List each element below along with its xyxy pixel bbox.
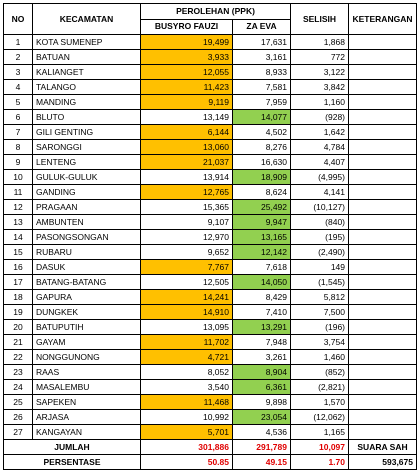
row-kecamatan: BATANG-BATANG (33, 275, 141, 290)
header-kecamatan: KECAMATAN (33, 4, 141, 35)
row-kecamatan: MASALEMBU (33, 380, 141, 395)
row-candidate-1: 12,505 (141, 275, 233, 290)
row-no: 25 (4, 395, 33, 410)
table-row (4, 95, 417, 110)
row-candidate-2: 17,631 (233, 35, 291, 50)
results-table-container (3, 3, 417, 470)
row-no: 26 (4, 410, 33, 425)
header-no: NO (4, 4, 33, 35)
row-selisih: (928) (291, 110, 349, 125)
jumlah-candidate-2: 291,789 (233, 440, 291, 455)
row-keterangan (349, 395, 417, 410)
table-row (4, 365, 417, 380)
row-selisih: 1,165 (291, 425, 349, 440)
row-candidate-2: 4,502 (233, 125, 291, 140)
row-keterangan (349, 260, 417, 275)
row-candidate-1: 7,767 (141, 260, 233, 275)
row-keterangan (349, 275, 417, 290)
row-selisih: (2,821) (291, 380, 349, 395)
row-keterangan (349, 320, 417, 335)
header-keterangan: KETERANGAN (349, 4, 417, 35)
election-results-table (3, 3, 417, 470)
row-selisih: 1,570 (291, 395, 349, 410)
row-keterangan (349, 80, 417, 95)
jumlah-keterangan: SUARA SAH (349, 440, 417, 455)
row-keterangan (349, 305, 417, 320)
row-candidate-1: 21,037 (141, 155, 233, 170)
table-row (4, 140, 417, 155)
row-keterangan (349, 290, 417, 305)
row-selisih: 1,868 (291, 35, 349, 50)
row-keterangan (349, 185, 417, 200)
row-candidate-1: 11,423 (141, 80, 233, 95)
row-keterangan (349, 200, 417, 215)
row-candidate-1: 15,365 (141, 200, 233, 215)
jumlah-candidate-1: 301,886 (141, 440, 233, 455)
row-kecamatan: GILI GENTING (33, 125, 141, 140)
row-no: 16 (4, 260, 33, 275)
row-candidate-1: 12,970 (141, 230, 233, 245)
row-candidate-1: 14,241 (141, 290, 233, 305)
row-candidate-2: 8,904 (233, 365, 291, 380)
jumlah-row (4, 440, 417, 455)
row-candidate-2: 3,161 (233, 50, 291, 65)
row-selisih: 4,407 (291, 155, 349, 170)
row-kecamatan: PRAGAAN (33, 200, 141, 215)
row-no: 15 (4, 245, 33, 260)
row-no: 23 (4, 365, 33, 380)
row-selisih: 3,122 (291, 65, 349, 80)
row-candidate-1: 11,702 (141, 335, 233, 350)
row-kecamatan: BATUPUTIH (33, 320, 141, 335)
header-candidate-1: BUSYRO FAUZI (141, 19, 233, 35)
row-selisih: 1,460 (291, 350, 349, 365)
row-no: 12 (4, 200, 33, 215)
row-candidate-1: 11,468 (141, 395, 233, 410)
table-row (4, 395, 417, 410)
row-candidate-2: 4,536 (233, 425, 291, 440)
table-row (4, 200, 417, 215)
row-selisih: 5,812 (291, 290, 349, 305)
row-keterangan (349, 380, 417, 395)
row-keterangan (349, 50, 417, 65)
row-candidate-2: 8,933 (233, 65, 291, 80)
row-candidate-1: 13,914 (141, 170, 233, 185)
table-row (4, 335, 417, 350)
header-selisih: SELISIH (291, 4, 349, 35)
row-kecamatan: DUNGKEK (33, 305, 141, 320)
row-keterangan (349, 350, 417, 365)
row-kecamatan: BLUTO (33, 110, 141, 125)
row-keterangan (349, 230, 417, 245)
row-candidate-2: 7,410 (233, 305, 291, 320)
row-candidate-2: 7,959 (233, 95, 291, 110)
row-candidate-2: 7,581 (233, 80, 291, 95)
row-selisih: 4,141 (291, 185, 349, 200)
row-keterangan (349, 155, 417, 170)
row-selisih: 4,784 (291, 140, 349, 155)
row-kecamatan: GAPURA (33, 290, 141, 305)
row-candidate-1: 14,910 (141, 305, 233, 320)
row-no: 21 (4, 335, 33, 350)
row-keterangan (349, 35, 417, 50)
row-no: 3 (4, 65, 33, 80)
row-candidate-1: 3,540 (141, 380, 233, 395)
persentase-row (4, 455, 417, 470)
table-row (4, 425, 417, 440)
row-candidate-2: 8,429 (233, 290, 291, 305)
row-kecamatan: KALIANGET (33, 65, 141, 80)
row-kecamatan: ARJASA (33, 410, 141, 425)
header-row (4, 4, 417, 20)
row-no: 22 (4, 350, 33, 365)
row-no: 13 (4, 215, 33, 230)
row-candidate-1: 4,721 (141, 350, 233, 365)
row-candidate-1: 9,652 (141, 245, 233, 260)
row-no: 18 (4, 290, 33, 305)
row-kecamatan: TALANGO (33, 80, 141, 95)
row-candidate-2: 18,909 (233, 170, 291, 185)
row-selisih: (196) (291, 320, 349, 335)
row-candidate-2: 25,492 (233, 200, 291, 215)
row-candidate-1: 9,119 (141, 95, 233, 110)
row-selisih: (1,545) (291, 275, 349, 290)
row-kecamatan: NONGGUNONG (33, 350, 141, 365)
row-selisih: (4,995) (291, 170, 349, 185)
table-row (4, 110, 417, 125)
table-row (4, 170, 417, 185)
row-kecamatan: RAAS (33, 365, 141, 380)
persentase-selisih: 1.70 (291, 455, 349, 470)
row-keterangan (349, 410, 417, 425)
row-candidate-2: 8,624 (233, 185, 291, 200)
row-candidate-2: 3,261 (233, 350, 291, 365)
row-kecamatan: GULUK-GULUK (33, 170, 141, 185)
table-row (4, 350, 417, 365)
row-no: 7 (4, 125, 33, 140)
row-no: 6 (4, 110, 33, 125)
row-selisih: (12,062) (291, 410, 349, 425)
results-body (4, 35, 417, 440)
row-keterangan (349, 140, 417, 155)
row-no: 20 (4, 320, 33, 335)
row-keterangan (349, 95, 417, 110)
header-candidate-2: ZA EVA (233, 19, 291, 35)
table-row (4, 50, 417, 65)
row-no: 10 (4, 170, 33, 185)
table-row (4, 230, 417, 245)
row-no: 27 (4, 425, 33, 440)
row-keterangan (349, 170, 417, 185)
persentase-keterangan: 593,675 (349, 455, 417, 470)
row-kecamatan: DASUK (33, 260, 141, 275)
table-row (4, 35, 417, 50)
row-selisih: 1,160 (291, 95, 349, 110)
row-selisih: 3,754 (291, 335, 349, 350)
table-row (4, 275, 417, 290)
row-candidate-1: 19,499 (141, 35, 233, 50)
row-no: 1 (4, 35, 33, 50)
table-row (4, 260, 417, 275)
table-row (4, 185, 417, 200)
table-row (4, 215, 417, 230)
table-row (4, 305, 417, 320)
row-candidate-1: 10,992 (141, 410, 233, 425)
row-kecamatan: LENTENG (33, 155, 141, 170)
row-selisih: (10,127) (291, 200, 349, 215)
row-candidate-2: 8,276 (233, 140, 291, 155)
row-candidate-2: 6,361 (233, 380, 291, 395)
row-no: 5 (4, 95, 33, 110)
row-candidate-1: 13,095 (141, 320, 233, 335)
persentase-candidate-2: 49.15 (233, 455, 291, 470)
row-no: 2 (4, 50, 33, 65)
table-row (4, 410, 417, 425)
row-candidate-2: 16,630 (233, 155, 291, 170)
table-row (4, 380, 417, 395)
row-selisih: (852) (291, 365, 349, 380)
row-no: 8 (4, 140, 33, 155)
row-candidate-1: 12,055 (141, 65, 233, 80)
row-kecamatan: SAPEKEN (33, 395, 141, 410)
row-selisih: (840) (291, 215, 349, 230)
row-candidate-1: 13,060 (141, 140, 233, 155)
row-selisih: 7,500 (291, 305, 349, 320)
row-kecamatan: RUBARU (33, 245, 141, 260)
row-candidate-1: 12,765 (141, 185, 233, 200)
row-candidate-1: 8,052 (141, 365, 233, 380)
row-selisih: (195) (291, 230, 349, 245)
table-row (4, 80, 417, 95)
row-keterangan (349, 425, 417, 440)
persentase-candidate-1: 50.85 (141, 455, 233, 470)
row-keterangan (349, 335, 417, 350)
table-row (4, 125, 417, 140)
row-no: 11 (4, 185, 33, 200)
row-candidate-2: 13,165 (233, 230, 291, 245)
row-keterangan (349, 215, 417, 230)
row-no: 19 (4, 305, 33, 320)
row-kecamatan: GANDING (33, 185, 141, 200)
row-no: 9 (4, 155, 33, 170)
table-row (4, 290, 417, 305)
row-candidate-2: 9,947 (233, 215, 291, 230)
row-no: 14 (4, 230, 33, 245)
row-candidate-2: 14,077 (233, 110, 291, 125)
jumlah-selisih: 10,097 (291, 440, 349, 455)
row-kecamatan: KANGAYAN (33, 425, 141, 440)
row-no: 17 (4, 275, 33, 290)
row-candidate-1: 6,144 (141, 125, 233, 140)
row-kecamatan: BATUAN (33, 50, 141, 65)
jumlah-label: JUMLAH (4, 440, 141, 455)
row-selisih: (2,490) (291, 245, 349, 260)
row-candidate-1: 9,107 (141, 215, 233, 230)
row-candidate-2: 9,898 (233, 395, 291, 410)
row-candidate-2: 14,050 (233, 275, 291, 290)
row-keterangan (349, 65, 417, 80)
table-row (4, 155, 417, 170)
row-keterangan (349, 110, 417, 125)
row-candidate-2: 13,291 (233, 320, 291, 335)
row-selisih: 1,642 (291, 125, 349, 140)
row-no: 4 (4, 80, 33, 95)
row-keterangan (349, 365, 417, 380)
row-keterangan (349, 125, 417, 140)
row-kecamatan: KOTA SUMENEP (33, 35, 141, 50)
row-candidate-2: 23,054 (233, 410, 291, 425)
row-selisih: 3,842 (291, 80, 349, 95)
row-kecamatan: PASONGSONGAN (33, 230, 141, 245)
row-candidate-2: 7,948 (233, 335, 291, 350)
row-keterangan (349, 245, 417, 260)
row-candidate-1: 5,701 (141, 425, 233, 440)
row-kecamatan: SARONGGI (33, 140, 141, 155)
row-candidate-2: 7,618 (233, 260, 291, 275)
table-row (4, 65, 417, 80)
row-candidate-1: 3,933 (141, 50, 233, 65)
header-perolehan: PEROLEHAN (PPK) (141, 4, 291, 20)
row-kecamatan: AMBUNTEN (33, 215, 141, 230)
persentase-label: PERSENTASE (4, 455, 141, 470)
row-no: 24 (4, 380, 33, 395)
row-kecamatan: GAYAM (33, 335, 141, 350)
row-kecamatan: MANDING (33, 95, 141, 110)
row-candidate-2: 12,142 (233, 245, 291, 260)
table-row (4, 320, 417, 335)
row-selisih: 772 (291, 50, 349, 65)
table-row (4, 245, 417, 260)
row-candidate-1: 13,149 (141, 110, 233, 125)
row-selisih: 149 (291, 260, 349, 275)
